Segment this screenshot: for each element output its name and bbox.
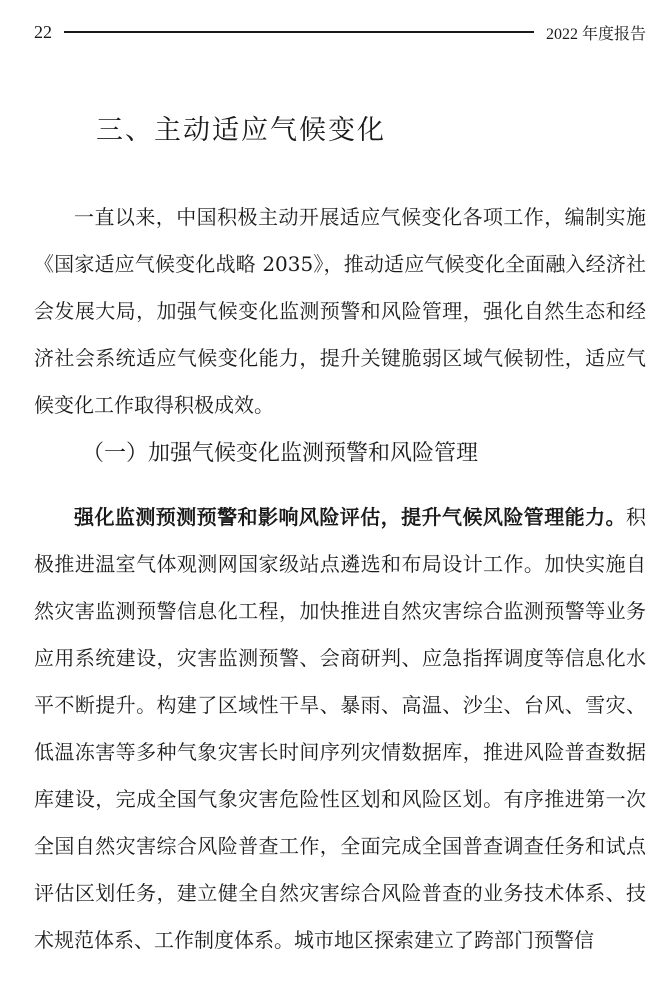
intro-paragraph: 一直以来，中国积极主动开展适应气候变化各项工作，编制实施《国家适应气候变化战略 2035》，推动适应气候变化全面融入经济社会发展大局，加强气候变化监测预警和风险管理，强化自然生态和经济社会系统适应气候变化能力，提升关键脆弱区域气候韧性，适应气候变化工作取得积极成效。 — [34, 205, 646, 417]
body-paragraph — [34, 494, 646, 964]
report-label: 2022 年度报告 — [545, 25, 646, 43]
header-rule — [64, 31, 534, 33]
page-header — [34, 18, 646, 46]
page-number: 22 — [34, 21, 52, 42]
paragraph-body: 积极推进温室气体观测网国家级站点遴选和布局设计工作。加快实施自然灾害监测预警信息化工程，加快推进自然灾害综合监测预警等业务应用系统建设，灾害监测预警、会商研判、应急指挥调度等信息化水平不断提升。构建了区域性干旱、暴雨、高温、沙尘、台风、雪灾、低温冻害等多种气象灾害长时间序列灾情数据库，推进风险普查数据库建设，完成全国气象灾害危险性区划和风险区划。有序推进第一次全国自然灾害综合风险普查工作，全面完成全国普查调查任务和试点评估区划任务，建立健全自然灾害综合风险普查的业务技术体系、技术规范体系、工作制度体系。城市地区探索建立了跨部门预警信 — [34, 505, 646, 952]
section-title: 三、主动适应气候变化 — [96, 115, 386, 146]
paragraph-lead: 强化监测预测预警和影响风险评估，提升气候风险管理能力。 — [74, 505, 626, 529]
subsection-title: （一）加强气候变化监测预警和风险管理 — [82, 441, 479, 466]
